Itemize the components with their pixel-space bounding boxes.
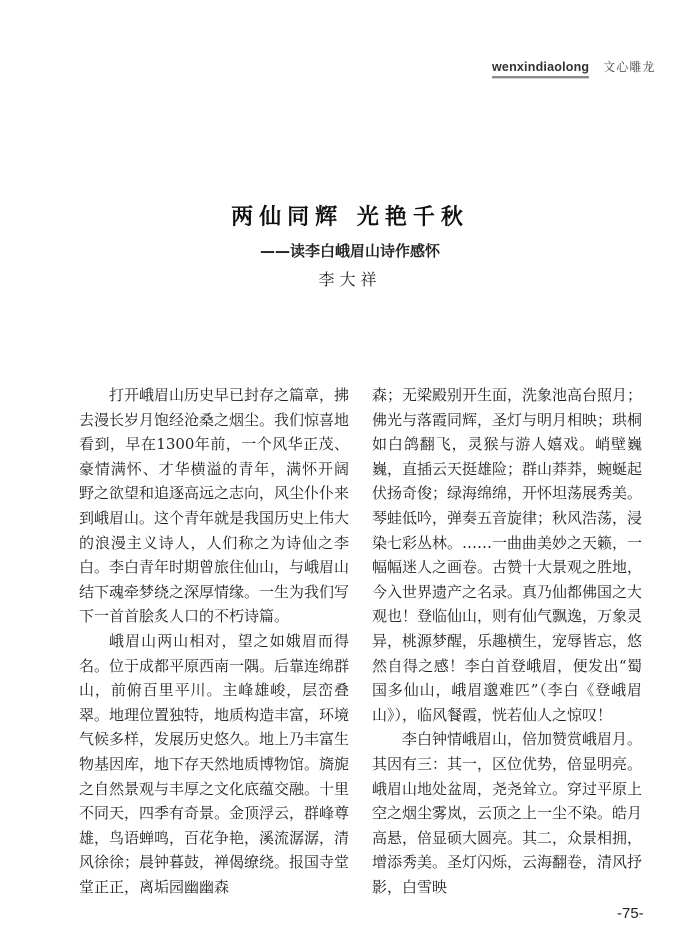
article-title: 两仙同辉 光艳千秋 — [231, 204, 469, 230]
paragraph: 森；无梁殿别开生面，洗象池高台照月；佛光与落霞同辉，圣灯与明月相映；珙桐如白鸽翻飞，灵猴与游人嬉戏。峭壁巍巍，直插云天挺雄险；群山莽莽，蜿蜒起伏扬奇俊；绿海绵绵，开怀坦荡展秀美。琴蛙低吟，弹奏五音旋律；秋风浩荡，浸染七彩丛林。……一曲曲美妙之天籁，一幅幅迷人之画卷。古赞十大景观之胜地，今入世界遗产之名录。真乃仙都佛国之大观也！登临仙山，则有仙气飘逸，万象灵异，桃源梦醒，乐趣横生，宠辱皆忘，悠然自得之感！李白首登峨眉，便发出“蜀国多仙山，峨眉邈难匹”（李白《登峨眉山》），临风餐霞，恍若仙人之惊叹！ — [372, 386, 643, 724]
left-column — [79, 383, 349, 899]
journal-name-latin: wenxindiaolong — [492, 60, 590, 74]
journal-header — [492, 56, 655, 79]
paragraph: 峨眉山两山相对，望之如娥眉而得名。位于成都平原西南一隅。后靠连绵群山，前俯百里平川。主峰雄峻，层峦叠翠。地理位置独特，地质构造丰富，环境气候多样，发展历史悠久。地上乃丰富生物基因库，地下存天然地质博物馆。旖旎之自然景观与丰厚之文化底蕴交融。十里不同天，四季有奇景。金顶浮云，群峰尊雄，鸟语蝉鸣，百花争艳，溪流潺潺，清风徐徐；晨钟暮鼓，禅偈缭绕。报国寺堂堂正正，离垢园幽幽森 — [79, 631, 350, 896]
right-column — [372, 383, 642, 899]
journal-name-latin-block — [492, 56, 589, 79]
paragraph: 打开峨眉山历史早已封存之篇章，拂去漫长岁月饱经沧桑之烟尘。我们惊喜地看到，早在1300年前，一个风华正茂、豪情满怀、才华横溢的青年，满怀开阔 野之欲望和追逐高远之志向，风尘仆仆来到峨眉山。这个青年就是我国历史上伟大的浪漫主义诗人，人们称之为诗仙之李白。李白青年时期曾旅住仙山，与峨眉山结下魂牵梦绕之深厚情缘。一生为我们写下一首首脍炙人口的不朽诗篇。 — [79, 386, 350, 626]
journal-name-chinese: 文心雕龙 — [603, 60, 656, 74]
paragraph: 李白钟情峨眉山，倍加赞赏峨眉月。其因有三：其一，区位优势，倍显明亮。峨眉山地处盆周，尧尧耸立。穿过平原上空之烟尘雾岚，云顶之上一尘不染。皓月高悬，倍显硕大圆亮。其二，众景相拥，增添秀美。圣灯闪烁，云海翻卷，清风抒影，白雪映 — [372, 730, 643, 896]
page-number: -75- — [617, 905, 644, 923]
article-subtitle: ——读李白峨眉山诗作感怀 — [259, 242, 440, 260]
article-author: 李大祥 — [318, 270, 382, 289]
header-underline-shadow — [492, 78, 589, 79]
